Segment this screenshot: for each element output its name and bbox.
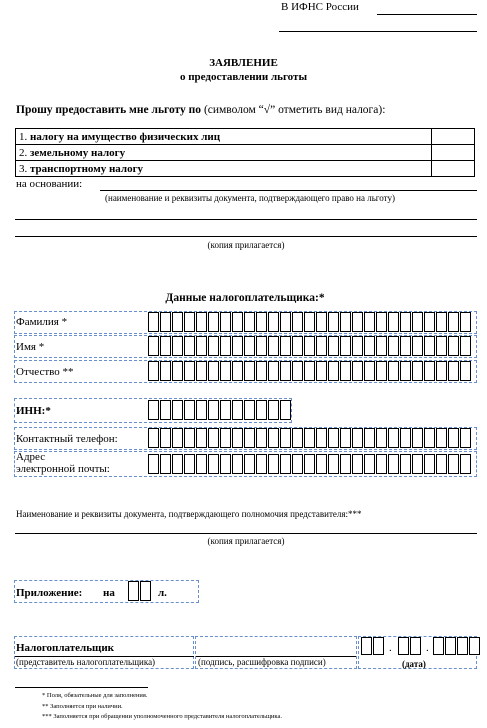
document-title: ЗАЯВЛЕНИЕ — [209, 57, 278, 69]
date-dot-1: . — [389, 642, 392, 654]
request-normal: (символом “√” отметить вид налога): — [201, 104, 386, 116]
surname-cells[interactable] — [148, 312, 472, 332]
representative-line[interactable] — [15, 533, 477, 534]
attachment-on: на — [103, 587, 115, 599]
tax-option-num: 3. — [19, 162, 28, 175]
surname-label: Фамилия * — [16, 316, 68, 328]
tax-option-row — [16, 145, 475, 161]
footnote-1: * Поля, обязательные для заполнения. — [42, 692, 148, 699]
tax-option-checkbox[interactable] — [432, 161, 475, 177]
tax-option-checkbox[interactable] — [432, 129, 475, 145]
basis-label: на основании: — [16, 178, 83, 190]
name-label: Имя * — [16, 341, 45, 353]
recipient-line-1[interactable] — [377, 14, 477, 15]
patronymic-cells[interactable] — [148, 361, 472, 381]
recipient-label: В ИФНС России — [281, 1, 359, 13]
attachment-sheets: л. — [158, 587, 167, 599]
date-day-cells[interactable] — [361, 637, 385, 655]
representative-copy-note: (копия прилагается) — [207, 536, 285, 546]
date-month-cells[interactable] — [398, 637, 422, 655]
tax-option-row — [16, 129, 475, 145]
tax-option-checkbox[interactable] — [432, 145, 475, 161]
tax-option-num: 1. — [19, 130, 28, 143]
basis-copy-note: (копия прилагается) — [207, 240, 285, 250]
representative-hint: (представитель налогоплательщика) — [16, 657, 156, 667]
footnote-2: ** Заполняется при наличии. — [42, 703, 123, 710]
phone-label: Контактный телефон: — [16, 433, 118, 445]
tax-option-cell — [16, 129, 432, 145]
phone-cells[interactable] — [148, 428, 472, 448]
tax-option-row — [16, 161, 475, 177]
tax-option-label: транспортному налогу — [30, 162, 144, 175]
basis-hint: (наименование и реквизиты документа, подтверждающего право на льготу) — [105, 193, 395, 203]
taxpayer-heading: Данные налогоплательщика:* — [165, 292, 325, 304]
date-dot-2: . — [426, 642, 429, 654]
tax-options-table — [15, 128, 475, 177]
request-bold: Прошу предоставить мне льготу по — [16, 104, 202, 116]
signature-hint: (подпись, расшифровка подписи) — [198, 657, 326, 667]
inn-label: ИНН:* — [16, 405, 51, 417]
attachment-sheet-cells[interactable] — [128, 581, 152, 601]
name-cells[interactable] — [148, 336, 472, 356]
email-cells[interactable] — [148, 454, 472, 474]
recipient-line-2[interactable] — [279, 31, 477, 32]
tax-option-label: земельному налогу — [30, 146, 126, 159]
email-label-line2: электронной почты: — [16, 463, 110, 475]
document-subtitle: о предоставлении льготы — [179, 71, 308, 83]
request-sentence — [16, 104, 385, 116]
tax-option-num: 2. — [19, 146, 28, 159]
attachment-label: Приложение: — [16, 587, 83, 599]
tax-option-label: налогу на имущество физических лиц — [30, 130, 221, 143]
taxpayer-label: Налогоплательщик — [16, 642, 115, 654]
basis-line-2[interactable] — [15, 219, 477, 220]
basis-line-3[interactable] — [15, 236, 477, 237]
date-year-cells[interactable] — [433, 637, 481, 655]
footnote-3: *** Заполняется при обращении уполномоченного представителя налогоплательщика. — [42, 713, 282, 720]
tax-option-cell — [16, 161, 432, 177]
email-label-line1: Адрес — [16, 451, 46, 463]
basis-line-1[interactable] — [100, 190, 477, 191]
patronymic-label: Отчество ** — [16, 366, 74, 378]
footnote-separator — [15, 687, 148, 688]
representative-label: Наименование и реквизиты документа, подтверждающего полномочия представителя:*** — [16, 509, 362, 519]
date-hint: (дата) — [402, 659, 426, 669]
inn-cells[interactable] — [148, 400, 292, 420]
tax-option-cell — [16, 145, 432, 161]
